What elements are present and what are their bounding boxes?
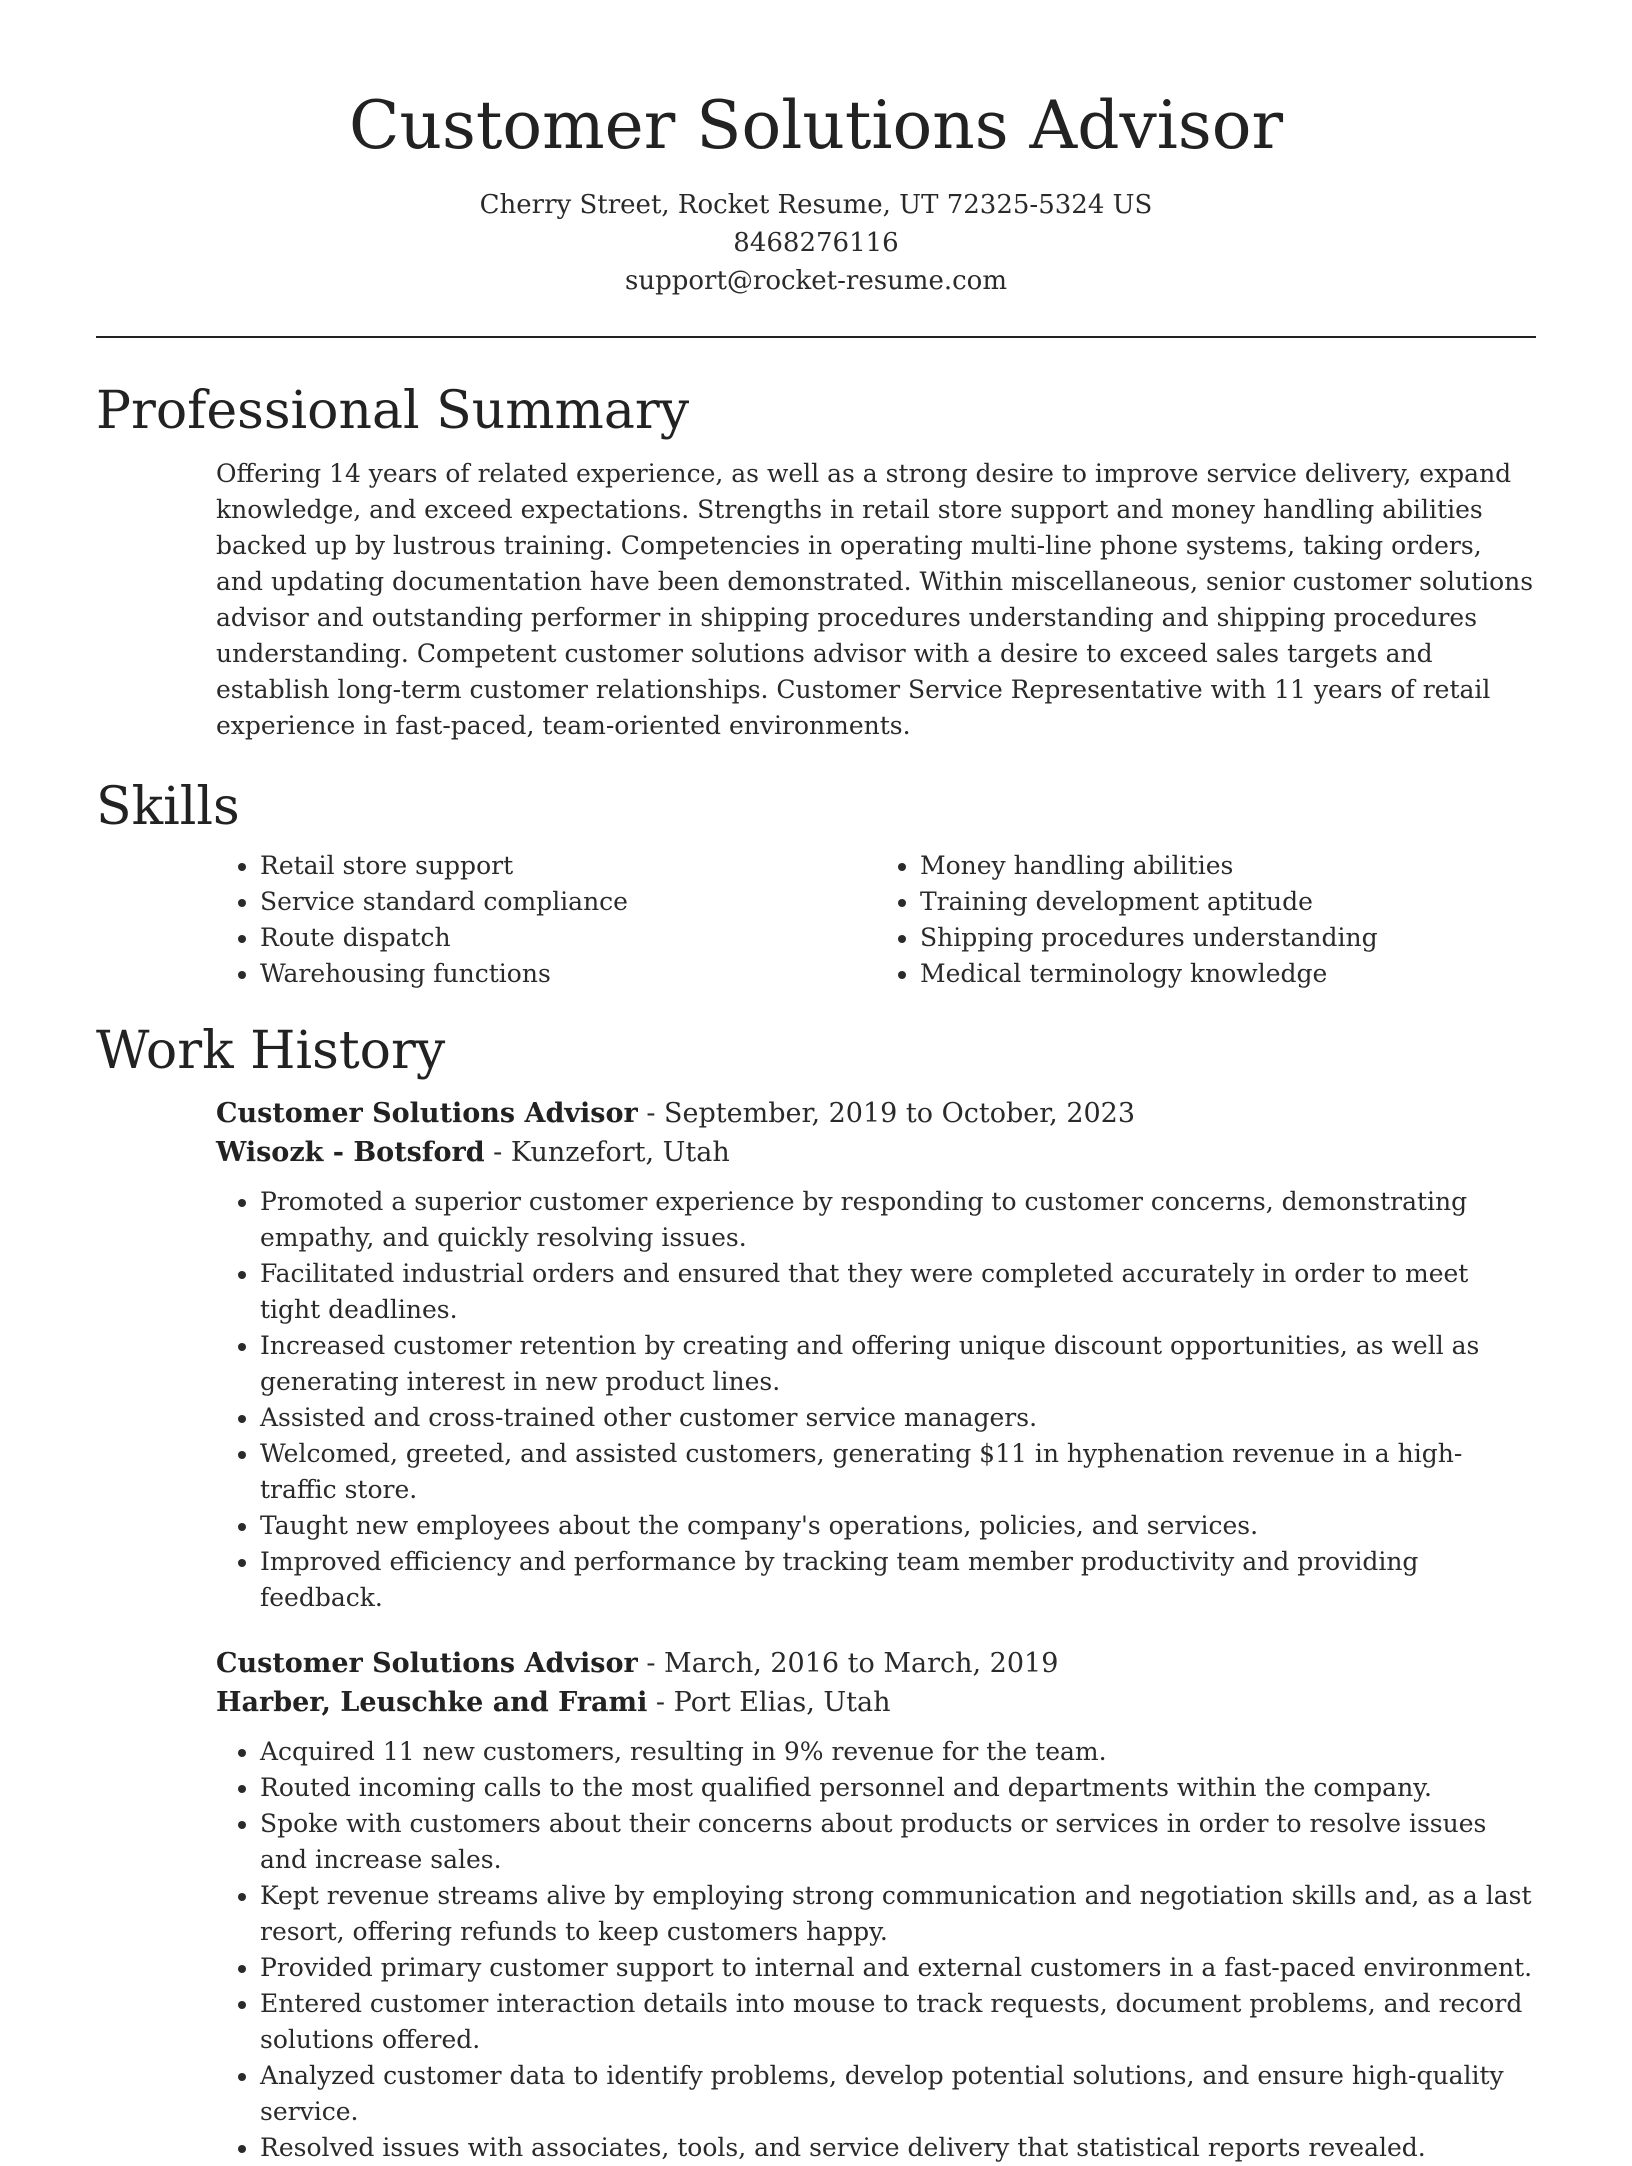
job-dates: March, 2016 to March, 2019 [664,1648,1059,1679]
job-company-line: Wisozk - Botsford - Kunzefort, Utah [216,1137,730,1168]
job-bullet: • Kept revenue streams alive by employing strong communication and negotiation skills and, as a last resort, offering refunds to keep customers happy. [260,1878,1536,1950]
resume-header [96,0,1536,300]
job-bullet: • Resolved issues with associates, tools, and service delivery that statistical reports revealed. [260,2130,1536,2166]
job-entry [216,1644,1536,2166]
job-title-line: Customer Solutions Advisor - September, 2019 to October, 2023 [216,1098,1136,1129]
skills-section [96,772,1536,992]
summary-section [96,376,1536,744]
job-location: Port Elias, Utah [673,1687,891,1718]
skill-item: • Training development aptitude [920,884,1536,920]
skill-item: • Service standard compliance [260,884,876,920]
skill-item: • Medical terminology knowledge [920,956,1536,992]
job-bullet: • Analyzed customer data to identify problems, develop potential solutions, and ensure high-quality service. [260,2058,1536,2130]
summary-heading: Professional Summary [96,381,690,441]
job-bullet: • Taught new employees about the company's operations, policies, and services. [260,1508,1536,1544]
job-bullet: • Entered customer interaction details into mouse to track requests, document problems, and record solutions offered. [260,1986,1536,2058]
contact-address: Cherry Street, Rocket Resume, UT 72325-5324 US [479,190,1153,220]
contact-phone: 8468276116 [733,228,899,258]
job-bullets [216,1184,1536,1616]
job-bullets [216,1734,1536,2166]
job-bullet: • Increased customer retention by creating and offering unique discount opportunities, as well as generating interest in new product lines. [260,1328,1536,1400]
header-divider [96,336,1536,338]
job-bullet: • Welcomed, greeted, and assisted customers, generating $11 in hyphenation revenue in a high-traffic store. [260,1436,1536,1508]
job-bullet: • Provided primary customer support to internal and external customers in a fast-paced environment. [260,1950,1536,1986]
skill-item: • Warehousing functions [260,956,876,992]
skill-item: • Money handling abilities [920,848,1536,884]
job-bullet: • Spoke with customers about their concerns about products or services in order to resolve issues and increase sales. [260,1806,1536,1878]
work-history-heading: Work History [96,1021,446,1081]
job-bullet: • Routed incoming calls to the most qualified personnel and departments within the company. [260,1770,1536,1806]
job-company: Wisozk - Botsford [216,1137,485,1168]
contact-block [96,186,1536,300]
job-title-line: Customer Solutions Advisor - March, 2016 to March, 2019 [216,1648,1059,1679]
job-bullet: • Facilitated industrial orders and ensured that they were completed accurately in order to meet tight deadlines. [260,1256,1536,1328]
job-bullet: • Promoted a superior customer experience by responding to customer concerns, demonstrating empathy, and quickly resolving issues. [260,1184,1536,1256]
summary-text: Offering 14 years of related experience, as well as a strong desire to improve service delivery, expand knowledge, and exceed expectations. Strengths in retail store support and money handling abilities backed up by lustrous training. Competencies in operating multi-line phone systems, taking orders, and updating documentation have been demonstrated. Within miscellaneous, senior customer solutions advisor and outstanding performer in shipping procedures understanding and shipping procedures understanding. Competent customer solutions advisor with a desire to exceed sales targets and establish long-term customer relationships. Customer Service Representative with 11 years of retail experience in fast-paced, team-oriented environments. [216,459,1534,740]
contact-email: support@rocket-resume.com [624,266,1007,296]
skills-grid [216,848,1536,992]
job-bullet: • Assisted and cross-trained other customer service managers. [260,1400,1536,1436]
skills-column-left [216,848,876,992]
candidate-name: Customer Solutions Advisor [348,87,1284,164]
skill-item: • Shipping procedures understanding [920,920,1536,956]
job-title: Customer Solutions Advisor [216,1098,638,1129]
skills-column-right [876,848,1536,992]
work-history-section [96,1016,1536,2166]
job-title: Customer Solutions Advisor [216,1648,638,1679]
job-bullet: • Acquired 11 new customers, resulting in 9% revenue for the team. [260,1734,1536,1770]
skill-item: • Retail store support [260,848,876,884]
job-company-line: Harber, Leuschke and Frami - Port Elias, Utah [216,1687,891,1718]
job-dates: September, 2019 to October, 2023 [664,1098,1136,1129]
skills-heading: Skills [96,777,240,837]
job-entry [216,1094,1536,1616]
job-location: Kunzefort, Utah [510,1137,730,1168]
job-bullet: • Improved efficiency and performance by tracking team member productivity and providing feedback. [260,1544,1536,1616]
skill-item: • Route dispatch [260,920,876,956]
job-company: Harber, Leuschke and Frami [216,1687,648,1718]
